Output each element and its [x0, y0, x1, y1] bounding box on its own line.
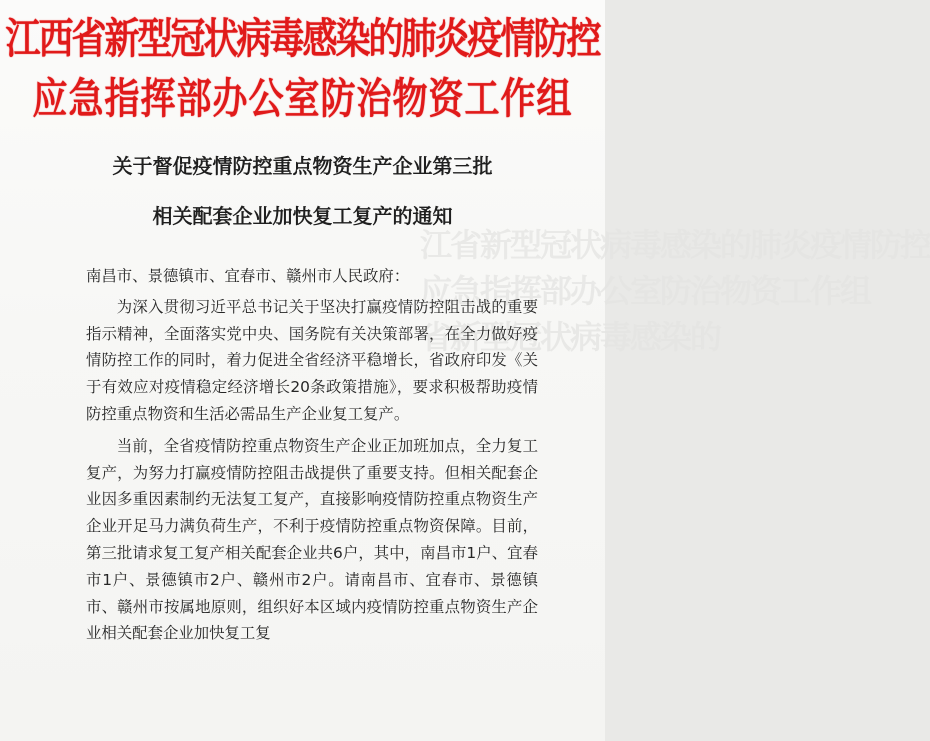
notice-title-line-1: 关于督促疫情防控重点物资生产企业第三批: [112, 154, 493, 178]
reverse-side-bleed-through: 江省新型冠状病毒感染的肺炎疫情防控 应急指挥部办公室防治物资工作组 省新型冠状病毒感染的: [420, 226, 930, 356]
masthead-line-1: 江西省新型冠状病毒感染的肺炎疫情防控: [5, 14, 600, 64]
paragraph-2: 当前，全省疫情防控重点物资生产企业正加班加点，全力复工复产，为努力打赢疫情防控阻击战提供了重要支持。但相关配套企业因多重因素制约无法复工复产，直接影响疫情防控重点物资生产企业开足马力满负荷生产，不利于疫情防控重点物资保障。目前，第三批请求复工复产相关配套企业共6户，其中，南昌市1户、宜春市1户、景德镇市2户、赣州市2户。请南昌市、宜春市、景德镇市、赣州市按属地原则，组织好本区域内疫情防控重点物资生产企业相关配套企业加快复工复: [86, 436, 538, 643]
notice-title-line-2: 相关配套企业加快复工复产的通知: [152, 204, 453, 228]
notice-body: [86, 263, 538, 647]
masthead-line-2: 应急指挥部办公室防治物资工作组: [32, 74, 573, 124]
paragraph-1: 为深入贯彻习近平总书记关于坚决打赢疫情防控阻击战的重要指示精神，全面落实党中央、国务院有关决策部署，在全力做好疫情防控工作的同时，着力促进全省经济平稳增长，省政府印发《关于有效应对疫情稳定经济增长20条政策措施》，要求积极帮助疫情防控重点物资和生活必需品生产企业复工复产。: [86, 297, 538, 423]
addressee: 南昌市、景德镇市、宜春市、赣州市人民政府：: [86, 267, 410, 285]
